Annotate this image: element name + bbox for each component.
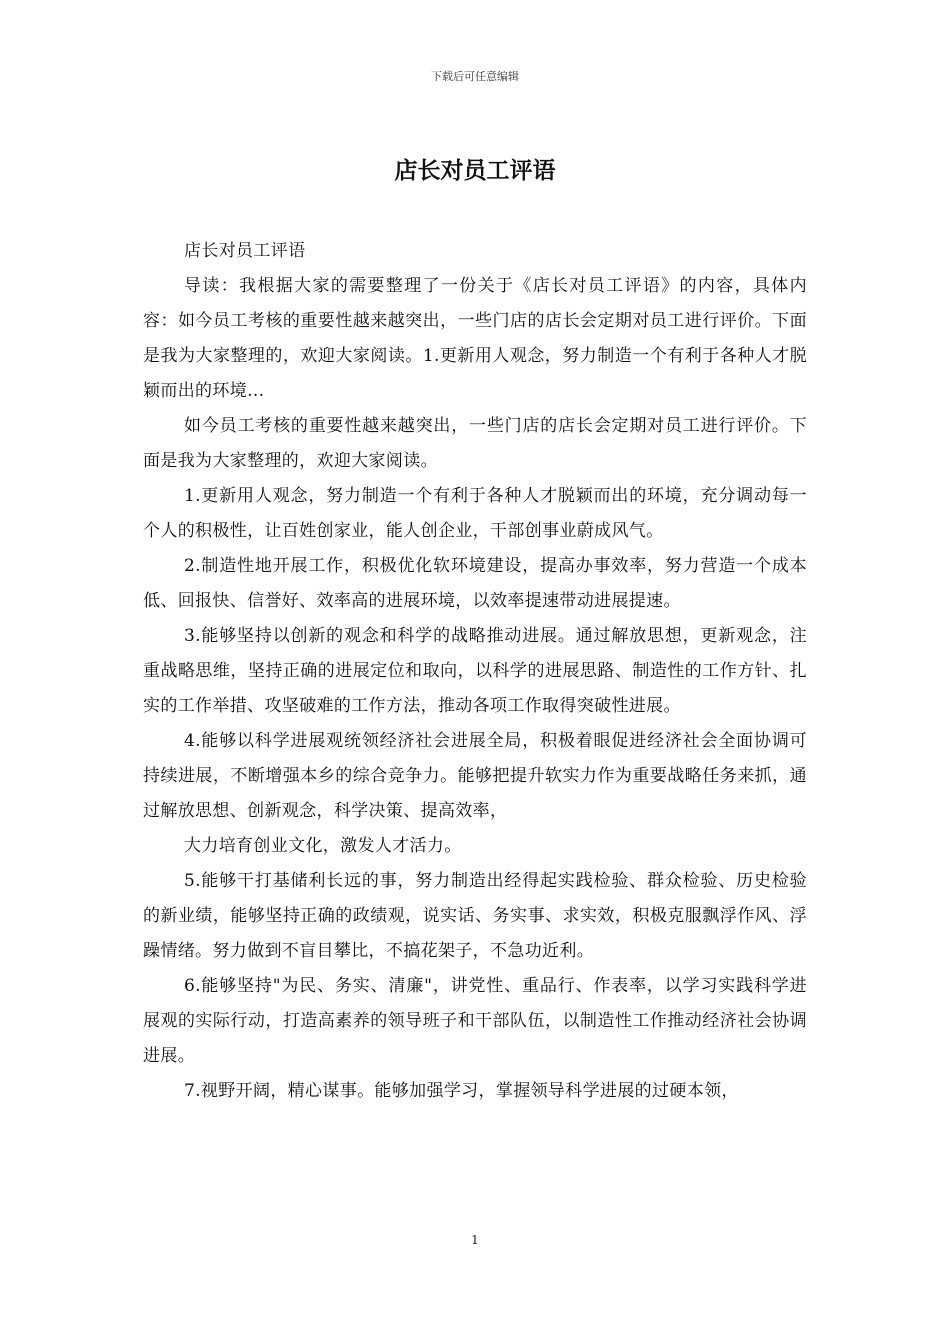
paragraph-item-7: 7.视野开阔，精心谋事。能够加强学习，掌握领导科学进展的过硬本领， <box>184 1081 739 1101</box>
paragraph-item-4: 4.能够以科学进展观统领经济社会进展全局，积极着眼促进经济社会全面协调可持续进展，不断增强本乡的综合竞争力。能够把提升软实力作为重要战略任务来抓，通过解放思想、创新观念，科学决策、提高效率， <box>143 731 807 821</box>
document-body <box>143 234 807 1109</box>
paragraph-item-2: 2.制造性地开展工作，积极优化软环境建设，提高办事效率，努力营造一个成本低、回报快、信誉好、效率高的进展环境，以效率提速带动进展提速。 <box>143 556 807 611</box>
paragraph-item-1: 1.更新用人观念，努力制造一个有利于各种人才脱颖而出的环境，充分调动每一个人的积极性，让百姓创家业，能人创企业，干部创事业蔚成风气。 <box>143 486 807 541</box>
document-title: 店长对员工评语 <box>394 158 556 184</box>
paragraph-intro: 导读：我根据大家的需要整理了一份关于《店长对员工评语》的内容，具体内容：如今员工考核的重要性越来越突出，一些门店的店长会定期对员工进行评价。下面是我为大家整理的，欢迎大家阅读。1.更新用人观念，努力制造一个有利于各种人才脱颖而出的环境... <box>143 276 807 401</box>
paragraph-item-5: 5.能够干打基储利长远的事，努力制造出经得起实践检验、群众检验、历史检验的新业绩，能够坚持正确的政绩观，说实话、务实事、求实效，积极克服飘浮作风、浮躁情绪。努力做到不盲目攀比，不搞花架子，不急功近利。 <box>143 871 807 961</box>
paragraph-item-4-cont: 大力培育创业文化，激发人才活力。 <box>184 836 462 856</box>
page-number: 1 <box>471 1233 479 1247</box>
paragraph-subtitle: 店长对员工评语 <box>184 241 306 261</box>
paragraph-item-3: 3.能够坚持以创新的观念和科学的战略推动进展。通过解放思想，更新观念，注重战略思维，坚持正确的进展定位和取向，以科学的进展思路、制造性的工作方针、扎实的工作举措、攻坚破难的工作方法，推动各项工作取得突破性进展。 <box>143 626 807 716</box>
paragraph: 如今员工考核的重要性越来越突出，一些门店的店长会定期对员工进行评价。下面是我为大家整理的，欢迎大家阅读。 <box>143 416 807 471</box>
header-note: 下载后可任意编辑 <box>431 70 519 83</box>
paragraph-item-6: 6.能够坚持"为民、务实、清廉"，讲党性、重品行、作表率，以学习实践科学进展观的实际行动，打造高素养的领导班子和干部队伍，以制造性工作推动经济社会协调进展。 <box>143 976 807 1066</box>
